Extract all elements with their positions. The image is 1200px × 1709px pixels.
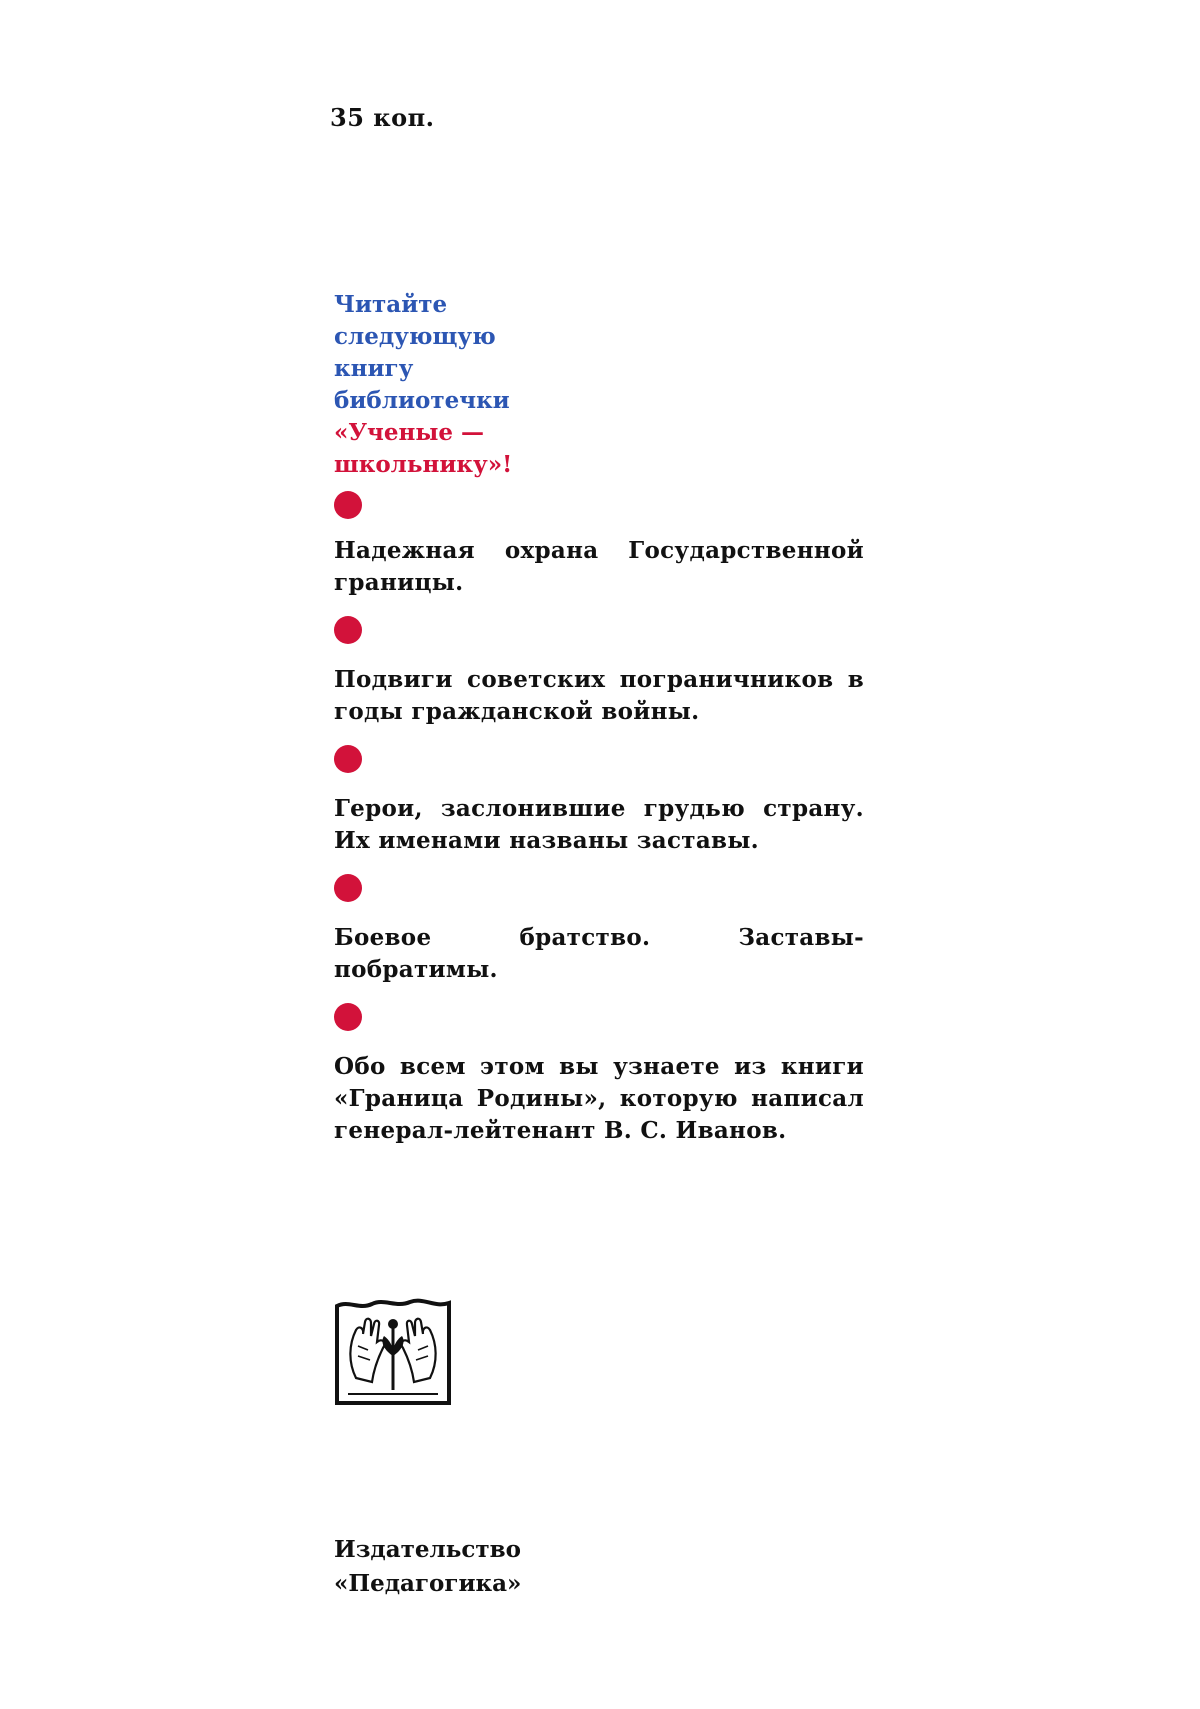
topic-item: Обо всем этом вы узнаете из книги «Граница Родины», которую написал генерал-лейтенант В. С. Иванов. — [334, 1053, 864, 1144]
publisher-line: «Педагогика» — [334, 1570, 522, 1597]
publisher-line: Издательство — [334, 1536, 521, 1563]
topic-item: Надежная охрана Государственной границы. — [334, 537, 864, 596]
hands-sprout-emblem-icon — [334, 1298, 452, 1406]
series-title-line: школьнику»! — [334, 451, 513, 478]
series-title-line: «Ученые — — [334, 419, 485, 446]
promo-line: Читайте — [334, 291, 448, 318]
bullet-dot-icon — [334, 616, 362, 644]
topic-item: Герои, заслонившие грудью страну. Их именами названы заставы. — [334, 795, 864, 854]
promo-line: следующую — [334, 323, 496, 350]
bullet-dot-icon — [334, 874, 362, 902]
bullet-dot-icon — [334, 1003, 362, 1031]
topic-item: Подвиги советских пограничников в годы гражданской войны. — [334, 666, 864, 725]
publisher-logo — [334, 1298, 452, 1406]
price-label: 35 коп. — [330, 103, 435, 132]
promo-line: библиотечки — [334, 387, 510, 414]
bullet-dot-icon — [334, 745, 362, 773]
publisher-name — [334, 1533, 521, 1601]
series-promo — [334, 289, 634, 481]
promo-line: книгу — [334, 355, 414, 382]
topic-item: Боевое братство. Заставы-побратимы. — [334, 924, 864, 983]
bullet-dot-icon — [334, 491, 362, 519]
